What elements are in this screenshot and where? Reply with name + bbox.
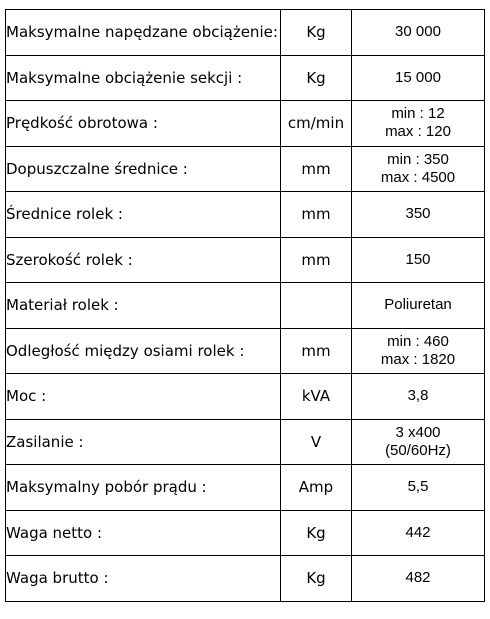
row-value [352, 55, 485, 101]
row-label: Odległość między osiami rolek : [6, 328, 281, 374]
row-value-line: 482 [405, 569, 431, 587]
row-value-min: min : 350 [387, 150, 449, 168]
specification-table [5, 9, 485, 602]
table-row [6, 55, 485, 101]
row-unit [281, 283, 352, 329]
table-row [6, 374, 485, 420]
row-value-line: 5,5 [407, 478, 429, 496]
table-row [6, 237, 485, 283]
row-value [352, 192, 485, 238]
row-value [352, 283, 485, 329]
row-label: Waga brutto : [6, 556, 281, 602]
row-label: Średnice rolek : [6, 192, 281, 238]
row-value [352, 10, 485, 56]
table-row [6, 465, 485, 511]
table-row [6, 101, 485, 147]
row-value [352, 556, 485, 602]
row-label: Maksymalny pobór prądu : [6, 465, 281, 511]
row-unit: Kg [281, 55, 352, 101]
row-value-frequency: (50/60Hz) [385, 441, 451, 459]
row-value-line: 442 [405, 523, 431, 541]
row-value-max: max : 1820 [380, 350, 456, 368]
row-value-min: min : 12 [391, 105, 445, 123]
row-label: Materiał rolek : [6, 283, 281, 329]
row-value-line: 150 [405, 250, 431, 268]
row-label: Szerokość rolek : [6, 237, 281, 283]
table-row [6, 556, 485, 602]
row-value [352, 237, 485, 283]
row-value-max: max : 120 [385, 123, 451, 141]
row-value-line: 30 000 [395, 23, 441, 41]
row-label: Waga netto : [6, 510, 281, 556]
row-value-voltage: 3 x400 [395, 423, 441, 441]
row-unit: Amp [281, 465, 352, 511]
table-row [6, 10, 485, 56]
row-unit: Kg [281, 510, 352, 556]
row-value-line: 350 [405, 205, 431, 223]
row-value [352, 510, 485, 556]
row-label: Maksymalne napędzane obciążenie: [6, 10, 281, 56]
row-unit: V [281, 419, 352, 465]
row-unit: mm [281, 237, 352, 283]
row-value [352, 419, 485, 465]
row-unit: mm [281, 146, 352, 192]
row-value-min: min : 460 [387, 332, 449, 350]
table-row [6, 328, 485, 374]
row-unit: kVA [281, 374, 352, 420]
table-row [6, 146, 485, 192]
table-row [6, 419, 485, 465]
row-value [352, 101, 485, 147]
row-label: Moc : [6, 374, 281, 420]
table-row [6, 283, 485, 329]
row-label: Maksymalne obciążenie sekcji : [6, 55, 281, 101]
row-unit: mm [281, 192, 352, 238]
row-value-line: 3,8 [407, 387, 429, 405]
row-unit: cm/min [281, 101, 352, 147]
row-value-max: max : 4500 [380, 168, 456, 186]
row-label: Prędkość obrotowa : [6, 101, 281, 147]
row-unit: Kg [281, 10, 352, 56]
row-value [352, 465, 485, 511]
row-label: Dopuszczalne średnice : [6, 146, 281, 192]
row-label: Zasilanie : [6, 419, 281, 465]
row-value [352, 328, 485, 374]
row-value [352, 374, 485, 420]
table-row [6, 510, 485, 556]
row-value [352, 146, 485, 192]
specification-table-body [6, 10, 485, 602]
row-value-line: Poliuretan [384, 296, 452, 314]
row-unit: mm [281, 328, 352, 374]
row-value-line: 15 000 [395, 68, 441, 86]
table-row [6, 192, 485, 238]
row-unit: Kg [281, 556, 352, 602]
